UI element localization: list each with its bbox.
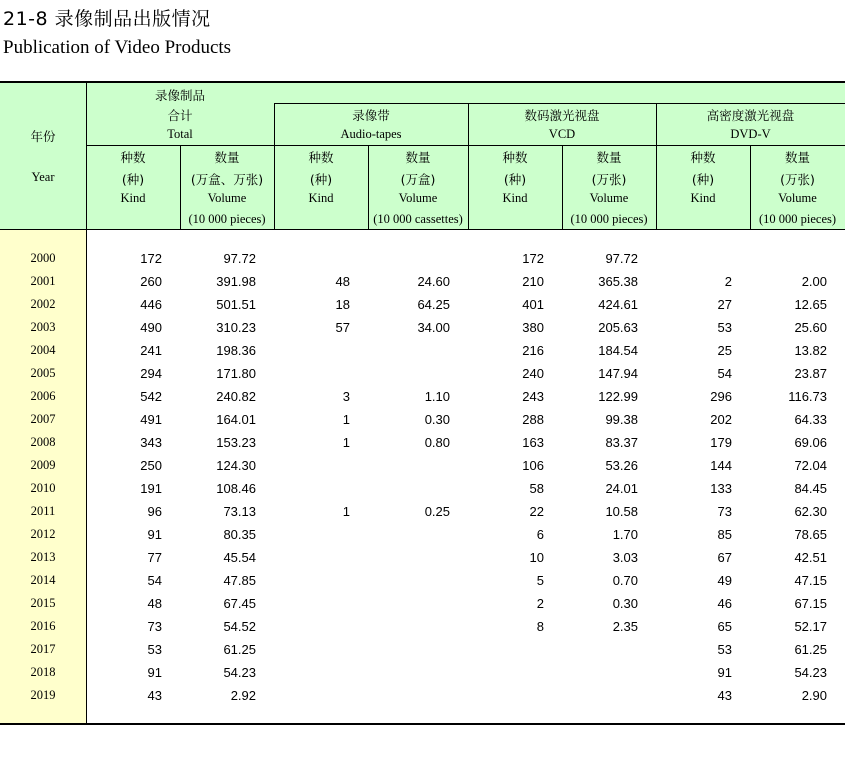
- vcd-kind-cell: 2: [536, 596, 544, 611]
- subheader-dvd-volume-cn: 数量: [784, 150, 810, 165]
- vcd-volume-cell: 424.61: [598, 297, 638, 312]
- header-tapes-en: Audio-tapes: [340, 127, 402, 141]
- year-cell: 2003: [30, 320, 56, 334]
- vcd-kind-cell: 288: [522, 412, 544, 427]
- header-total-en: Total: [167, 127, 193, 141]
- vcd-kind-cell: 163: [522, 435, 544, 450]
- dvd-kind-cell: 49: [717, 573, 732, 588]
- dvd-volume-cell: 47.15: [794, 573, 827, 588]
- dvd-kind-cell: 144: [710, 458, 732, 473]
- vcd-volume-cell: 1.70: [612, 527, 638, 542]
- dvd-volume-cell: 54.23: [794, 665, 827, 680]
- tape-volume-cell: 0.30: [424, 412, 450, 427]
- year-cell: 2005: [30, 366, 56, 380]
- vcd-volume-cell: 0.70: [612, 573, 638, 588]
- total-volume-cell: 124.30: [216, 458, 256, 473]
- year-cell: 2014: [30, 573, 56, 587]
- total-kind-cell: 77: [147, 550, 162, 565]
- total-kind-cell: 172: [140, 251, 162, 266]
- tape-kind-cell: 48: [335, 274, 350, 289]
- year-cell: 2011: [30, 504, 56, 518]
- dvd-volume-cell: 62.30: [794, 504, 827, 519]
- subheader-tapes-volume-cn: 数量: [405, 150, 431, 165]
- tape-kind-cell: 18: [335, 297, 350, 312]
- subheader-dvd-volume-unit-en: (10 000 pieces): [758, 212, 837, 226]
- total-kind-cell: 54: [147, 573, 162, 588]
- year-cell: 2010: [30, 481, 56, 495]
- subheader-total-volume-en: Volume: [207, 191, 247, 205]
- dvd-kind-cell: 296: [710, 389, 732, 404]
- dvd-kind-cell: 91: [717, 665, 732, 680]
- dvd-kind-cell: 85: [717, 527, 732, 542]
- total-volume-cell: 97.72: [223, 251, 256, 266]
- dvd-kind-cell: 53: [717, 642, 732, 657]
- tape-volume-cell: 64.25: [417, 297, 450, 312]
- dvd-volume-cell: 42.51: [794, 550, 827, 565]
- dvd-kind-cell: 133: [710, 481, 732, 496]
- total-kind-cell: 260: [140, 274, 162, 289]
- header-vcd-en: VCD: [548, 127, 576, 141]
- total-kind-cell: 73: [147, 619, 162, 634]
- subheader-tapes-volume-unit: (万盒): [400, 172, 436, 187]
- total-kind-cell: 53: [147, 642, 162, 657]
- tape-kind-cell: 1: [342, 504, 350, 519]
- vcd-volume-cell: 24.01: [605, 481, 638, 496]
- vcd-volume-cell: 99.38: [605, 412, 638, 427]
- vcd-kind-cell: 10: [529, 550, 544, 565]
- total-volume-cell: 2.92: [230, 688, 256, 703]
- year-cell: 2000: [30, 251, 56, 265]
- dvd-volume-cell: 25.60: [794, 320, 827, 335]
- year-column-divider: [86, 230, 87, 723]
- total-kind-cell: 91: [147, 665, 162, 680]
- page-title-en: Publication of Video Products: [3, 37, 232, 58]
- dvd-volume-cell: 64.33: [794, 412, 827, 427]
- table-row: [0, 431, 845, 454]
- subheader-total-volume-unit-en: (10 000 pieces): [188, 212, 266, 226]
- dvd-volume-cell: 12.65: [794, 297, 827, 312]
- dvd-volume-cell: 72.04: [794, 458, 827, 473]
- tape-kind-cell: 3: [342, 389, 350, 404]
- total-kind-cell: 241: [140, 343, 162, 358]
- header-total-cn: 合计: [167, 108, 193, 123]
- total-volume-cell: 47.85: [223, 573, 256, 588]
- total-volume-cell: 54.23: [223, 665, 256, 680]
- header-video-products: 录像制品: [154, 88, 205, 103]
- dvd-kind-cell: 53: [717, 320, 732, 335]
- dvd-volume-cell: 84.45: [794, 481, 827, 496]
- vcd-volume-cell: 53.26: [605, 458, 638, 473]
- table-row: [0, 385, 845, 408]
- year-cell: 2017: [30, 642, 56, 656]
- total-volume-cell: 54.52: [223, 619, 256, 634]
- tape-volume-cell: 34.00: [417, 320, 450, 335]
- header-divider: [86, 145, 845, 146]
- subheader-dvd-kind-en: Kind: [690, 191, 716, 205]
- total-kind-cell: 446: [140, 297, 162, 312]
- dvd-kind-cell: 25: [717, 343, 732, 358]
- vcd-volume-cell: 147.94: [598, 366, 638, 381]
- tape-volume-cell: 1.10: [424, 389, 450, 404]
- dvd-volume-cell: 23.87: [794, 366, 827, 381]
- year-cell: 2001: [30, 274, 56, 288]
- table-row: [0, 362, 845, 385]
- table-body: [0, 247, 845, 707]
- vcd-volume-cell: 83.37: [605, 435, 638, 450]
- year-cell: 2013: [30, 550, 56, 564]
- table-row: [0, 592, 845, 615]
- vcd-kind-cell: 58: [529, 481, 544, 496]
- total-volume-cell: 164.01: [216, 412, 256, 427]
- table-row: [0, 339, 845, 362]
- subheader-total-volume-cn: 数量: [214, 150, 240, 165]
- vcd-volume-cell: 184.54: [598, 343, 638, 358]
- table-row: [0, 638, 845, 661]
- vcd-kind-cell: 243: [522, 389, 544, 404]
- table-row: [0, 523, 845, 546]
- subheader-vcd-kind-en: Kind: [502, 191, 528, 205]
- vcd-volume-cell: 97.72: [605, 251, 638, 266]
- subheader-tapes-kind-en: Kind: [308, 191, 334, 205]
- subheader-vcd-volume-cn: 数量: [596, 150, 622, 165]
- total-kind-cell: 250: [140, 458, 162, 473]
- subheader-tapes-kind-cn: 种数: [308, 150, 334, 165]
- vcd-kind-cell: 401: [522, 297, 544, 312]
- header-divider: [274, 103, 845, 104]
- tape-kind-cell: 57: [335, 320, 350, 335]
- tape-volume-cell: 0.25: [424, 504, 450, 519]
- dvd-volume-cell: 13.82: [794, 343, 827, 358]
- dvd-kind-cell: 202: [710, 412, 732, 427]
- subheader-vcd-volume-unit: (万张): [591, 172, 627, 187]
- table-row: [0, 477, 845, 500]
- page-title-cn: 21-8 录像制品出版情况: [3, 8, 211, 30]
- total-volume-cell: 67.45: [223, 596, 256, 611]
- subheader-total-kind-unit: (种): [121, 172, 145, 187]
- tape-kind-cell: 1: [342, 412, 350, 427]
- dvd-volume-cell: 2.00: [801, 274, 827, 289]
- vcd-kind-cell: 6: [536, 527, 544, 542]
- header-year-en: Year: [31, 170, 55, 184]
- subheader-tapes-kind-unit: (种): [309, 172, 333, 187]
- vcd-kind-cell: 8: [536, 619, 544, 634]
- tape-kind-cell: 1: [342, 435, 350, 450]
- year-cell: 2008: [30, 435, 56, 449]
- year-cell: 2009: [30, 458, 56, 472]
- vcd-volume-cell: 365.38: [598, 274, 638, 289]
- table-row: [0, 615, 845, 638]
- dvd-volume-cell: 69.06: [794, 435, 827, 450]
- header-year-cn: 年份: [30, 129, 56, 144]
- year-cell: 2007: [30, 412, 56, 426]
- vcd-kind-cell: 172: [522, 251, 544, 266]
- year-cell: 2015: [30, 596, 56, 610]
- dvd-kind-cell: 73: [717, 504, 732, 519]
- subheader-total-kind-en: Kind: [120, 191, 146, 205]
- dvd-kind-cell: 43: [717, 688, 732, 703]
- header-dvd-cn: 高密度激光视盘: [706, 108, 795, 123]
- vcd-kind-cell: 380: [522, 320, 544, 335]
- table-row: [0, 247, 845, 270]
- year-cell: 2006: [30, 389, 56, 403]
- dvd-volume-cell: 116.73: [788, 389, 827, 404]
- table-row: [0, 270, 845, 293]
- dvd-volume-cell: 67.15: [794, 596, 827, 611]
- total-volume-cell: 391.98: [216, 274, 256, 289]
- total-kind-cell: 48: [147, 596, 162, 611]
- total-kind-cell: 491: [140, 412, 162, 427]
- dvd-volume-cell: 52.17: [794, 619, 827, 634]
- table-bottom-rule: [0, 723, 845, 725]
- dvd-kind-cell: 65: [717, 619, 732, 634]
- header-vcd-cn: 数码激光视盘: [524, 108, 600, 123]
- header-tapes-cn: 录像带: [352, 108, 390, 123]
- subheader-dvd-volume-en: Volume: [778, 191, 817, 205]
- dvd-kind-cell: 27: [717, 297, 732, 312]
- subheader-vcd-kind-unit: (种): [503, 172, 527, 187]
- table-row: [0, 569, 845, 592]
- vcd-volume-cell: 10.58: [605, 504, 638, 519]
- vcd-volume-cell: 205.63: [598, 320, 638, 335]
- subheader-dvd-kind-cn: 种数: [690, 150, 716, 165]
- year-cell: 2004: [30, 343, 56, 357]
- year-cell: 2002: [30, 297, 56, 311]
- table-row: [0, 408, 845, 431]
- subheader-tapes-volume-unit-en: (10 000 cassettes): [373, 212, 463, 226]
- total-volume-cell: 108.46: [216, 481, 256, 496]
- dvd-kind-cell: 54: [717, 366, 732, 381]
- subheader-dvd-kind-unit: (种): [691, 172, 715, 187]
- total-kind-cell: 91: [147, 527, 162, 542]
- subheader-vcd-kind-cn: 种数: [502, 150, 528, 165]
- total-kind-cell: 96: [147, 504, 162, 519]
- total-volume-cell: 45.54: [223, 550, 256, 565]
- total-volume-cell: 240.82: [216, 389, 256, 404]
- dvd-volume-cell: 78.65: [794, 527, 827, 542]
- total-volume-cell: 153.23: [216, 435, 256, 450]
- total-volume-cell: 501.51: [216, 297, 256, 312]
- total-kind-cell: 191: [140, 481, 162, 496]
- vcd-volume-cell: 2.35: [612, 619, 638, 634]
- table-row: [0, 500, 845, 523]
- table-row: [0, 661, 845, 684]
- total-volume-cell: 198.36: [216, 343, 256, 358]
- vcd-volume-cell: 3.03: [612, 550, 638, 565]
- table-row: [0, 454, 845, 477]
- vcd-volume-cell: 122.99: [598, 389, 638, 404]
- vcd-kind-cell: 216: [522, 343, 544, 358]
- total-kind-cell: 343: [140, 435, 162, 450]
- vcd-kind-cell: 106: [522, 458, 544, 473]
- dvd-volume-cell: 61.25: [794, 642, 827, 657]
- subheader-vcd-volume-unit-en: (10 000 pieces): [570, 212, 648, 226]
- table-row: [0, 293, 845, 316]
- subheader-total-volume-unit: (万盒、万张): [190, 172, 264, 187]
- vcd-kind-cell: 240: [522, 366, 544, 381]
- vcd-kind-cell: 5: [536, 573, 544, 588]
- dvd-kind-cell: 67: [717, 550, 732, 565]
- vcd-volume-cell: 0.30: [612, 596, 638, 611]
- total-volume-cell: 80.35: [223, 527, 256, 542]
- total-volume-cell: 73.13: [223, 504, 256, 519]
- total-volume-cell: 171.80: [216, 366, 256, 381]
- tape-volume-cell: 24.60: [417, 274, 450, 289]
- subheader-vcd-volume-en: Volume: [589, 191, 629, 205]
- total-kind-cell: 490: [140, 320, 162, 335]
- total-kind-cell: 43: [147, 688, 162, 703]
- dvd-kind-cell: 46: [717, 596, 732, 611]
- subheader-total-kind-cn: 种数: [120, 150, 146, 165]
- dvd-volume-cell: 2.90: [801, 688, 827, 703]
- subheader-dvd-volume-unit: (万张): [780, 172, 815, 187]
- total-volume-cell: 61.25: [223, 642, 256, 657]
- total-kind-cell: 294: [140, 366, 162, 381]
- vcd-kind-cell: 210: [522, 274, 544, 289]
- dvd-kind-cell: 179: [710, 435, 732, 450]
- subheader-tapes-volume-en: Volume: [398, 191, 438, 205]
- header-separator: [0, 229, 845, 230]
- total-volume-cell: 310.23: [216, 320, 256, 335]
- year-cell: 2012: [30, 527, 56, 541]
- header-dvd-en: DVD-V: [730, 127, 771, 141]
- year-cell: 2016: [30, 619, 56, 633]
- year-cell: 2018: [30, 665, 56, 679]
- dvd-kind-cell: 2: [724, 274, 732, 289]
- table-row: [0, 546, 845, 569]
- year-cell: 2019: [30, 688, 56, 702]
- table-row: [0, 316, 845, 339]
- total-kind-cell: 542: [140, 389, 162, 404]
- table-row: [0, 684, 845, 707]
- tape-volume-cell: 0.80: [424, 435, 450, 450]
- vcd-kind-cell: 22: [529, 504, 544, 519]
